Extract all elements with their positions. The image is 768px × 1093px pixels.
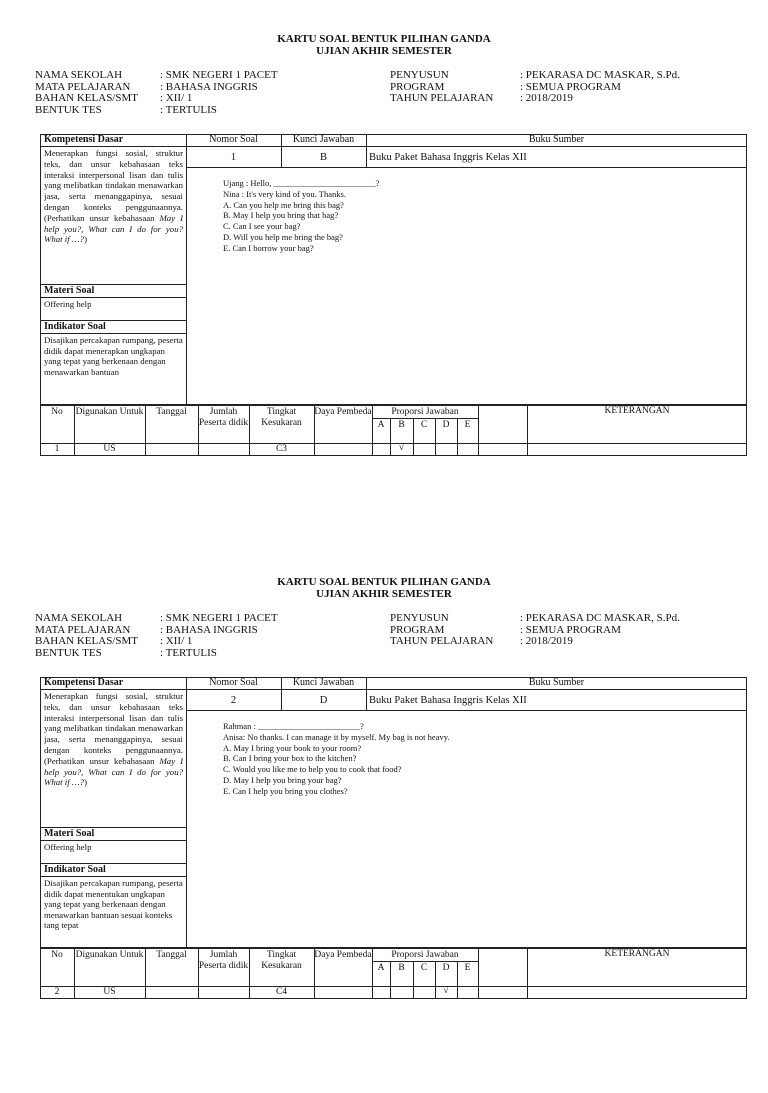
kompetensi-end: ): [84, 777, 88, 788]
kunci-header: Kunci Jawaban: [292, 678, 355, 688]
divider: [40, 284, 186, 285]
footer-proporsi-header: Proporsi Jawaban: [391, 950, 459, 960]
footer-daya-header: Daya Pembeda: [314, 950, 372, 960]
question-line: A. May I bring your book to your room?: [223, 742, 362, 753]
materi-header: Materi Soal: [44, 829, 95, 839]
card-title: KARTU SOAL BENTUK PILIHAN GANDA: [277, 33, 491, 45]
question-line: C. Can I see your bag?: [223, 221, 301, 232]
info-label: PENYUSUN: [390, 69, 449, 81]
nomor-header: Nomor Soal: [209, 135, 258, 145]
question-line: B. May I help you bring that bag?: [223, 210, 339, 221]
question-line: Anisa: No thanks. I can manage it by myself. My bag is not heavy.: [223, 731, 450, 742]
info-value: : SMK NEGERI 1 PACET: [160, 612, 278, 624]
info-label: PENYUSUN: [390, 612, 449, 624]
divider: [40, 689, 747, 690]
kunci-jawaban: D: [319, 696, 328, 706]
kompetensi-header: Kompetensi Dasar: [44, 678, 124, 688]
info-label: PROGRAM: [390, 80, 445, 93]
footer-row-digunakan: US: [103, 444, 116, 454]
divider: [40, 840, 186, 841]
divider: [372, 961, 478, 962]
footer-row-digunakan: US: [103, 987, 116, 997]
divider: [186, 677, 187, 948]
info-value: : PEKARASA DC MASKAR, S.Pd.: [520, 69, 680, 81]
divider: [40, 320, 186, 321]
option-header: E: [464, 420, 471, 430]
materi-header: Materi Soal: [44, 286, 95, 296]
answer-check-mark: √: [443, 986, 449, 996]
nomor-header: Nomor Soal: [209, 678, 258, 688]
footer-row-tingkat: C3: [275, 444, 288, 454]
kunci-header: Kunci Jawaban: [292, 135, 355, 145]
option-header: C: [420, 963, 428, 973]
divider: [186, 134, 187, 405]
kompetensi-end: ): [84, 234, 88, 245]
footer-no-header: No: [51, 950, 63, 960]
footer-tingkat-header: Tingkat Kesukaran: [261, 407, 302, 428]
question-line: D. May I help you bring your bag?: [223, 775, 342, 785]
divider: [40, 863, 186, 864]
footer-keterangan-header: KETERANGAN: [604, 406, 670, 416]
info-value: : SMK NEGERI 1 PACET: [160, 69, 278, 81]
indikator-header: Indikator Soal: [44, 865, 106, 875]
kompetensi-text: [44, 148, 183, 281]
kompetensi-italic: May I help you?, What can I do for you? What if …?: [44, 755, 183, 788]
divider: [40, 297, 186, 298]
divider: [186, 167, 747, 168]
footer-jumlah-header: Jumlah Peserta didik: [198, 407, 249, 428]
card-subtitle: UJIAN AKHIR SEMESTER: [316, 588, 452, 600]
nomor-soal: 1: [230, 153, 237, 163]
footer-tanggal-header: Tanggal: [156, 407, 187, 417]
indikator-header: Indikator Soal: [44, 322, 106, 332]
question-line: Nina : It's very kind of you. Thanks.: [223, 188, 346, 199]
footer-row-tingkat: C4: [275, 987, 288, 997]
info-label: BENTUK TES: [35, 103, 102, 116]
divider: [40, 827, 186, 828]
buku-sumber: Buku Paket Bahasa Inggris Kelas XII: [369, 696, 527, 706]
info-label: BAHAN KELAS/SMT: [35, 92, 138, 105]
option-header: E: [464, 963, 471, 973]
kunci-jawaban: B: [319, 153, 327, 163]
question-line: B. Can I bring your box to the kitchen?: [223, 753, 357, 764]
footer-row-no: 2: [54, 987, 60, 997]
info-value: : SEMUA PROGRAM: [520, 623, 621, 636]
kompetensi-header: Kompetensi Dasar: [44, 135, 124, 145]
question-line: Rahman : ________________________?: [223, 721, 364, 731]
question-line: E. Can I help you bring you clothes?: [223, 785, 348, 796]
info-label: PROGRAM: [390, 623, 445, 636]
footer-jumlah-header: Jumlah Peserta didik: [198, 950, 249, 971]
card-subtitle: UJIAN AKHIR SEMESTER: [316, 45, 452, 57]
footer-digunakan-header: Digunakan Untuk: [75, 950, 144, 960]
info-label: MATA PELAJARAN: [35, 80, 131, 93]
info-value: : TERTULIS: [160, 103, 217, 116]
question-line: C. Would you like me to help you to cook that food?: [223, 764, 402, 775]
info-value: : TERTULIS: [160, 646, 217, 659]
nomor-soal: 2: [230, 696, 237, 706]
footer-keterangan-header: KETERANGAN: [604, 949, 670, 959]
materi-text: Offering help: [44, 299, 92, 309]
info-label: TAHUN PELAJARAN: [390, 635, 494, 648]
footer-proporsi-header: Proporsi Jawaban: [391, 407, 459, 417]
question-card: [0, 30, 768, 550]
kompetensi-body: Menerapkan fungsi sosial, struktur teks, dan unsur kebahasaan teks interaksi interpersonal lisan dan tulis yang melibatkan tindakan menawarkan jasa, serta menanggapinya, sesuai dengan konteks penggunaannya. (Perhatikan unsur kebahasaan: [44, 148, 183, 223]
buku-header: Buku Sumber: [528, 678, 585, 688]
footer-row-no: 1: [54, 444, 60, 454]
divider: [186, 710, 747, 711]
question-line: D. Will you help me bring the bag?: [223, 232, 343, 242]
question-line: E. Can I borrow your bag?: [223, 242, 314, 253]
divider: [40, 146, 747, 147]
divider: [478, 405, 479, 456]
option-header: A: [377, 963, 385, 973]
kompetensi-italic: May I help you?, What can I do for you? What if …?: [44, 212, 183, 245]
indikator-text: Disajikan percakapan rumpang, peserta didik dapat menentukan ungkapan yang tepat yang berkenaan dengan menawarkan bantuan sesuai konteks tang tepat: [44, 878, 183, 931]
footer-tanggal-header: Tanggal: [156, 950, 187, 960]
option-header: B: [398, 963, 405, 973]
info-value: : PEKARASA DC MASKAR, S.Pd.: [520, 612, 680, 624]
option-header: D: [442, 963, 450, 973]
info-label: NAMA SEKOLAH: [35, 69, 123, 81]
info-label: TAHUN PELAJARAN: [390, 92, 494, 105]
info-value: : 2018/2019: [520, 635, 573, 648]
option-header: C: [420, 420, 428, 430]
info-label: BENTUK TES: [35, 646, 102, 659]
info-label: NAMA SEKOLAH: [35, 612, 123, 624]
answer-check-mark: √: [398, 443, 405, 453]
info-value: : XII/ 1: [160, 92, 193, 105]
info-value: : BAHASA INGGRIS: [160, 623, 258, 636]
info-value: : XII/ 1: [160, 635, 193, 648]
footer-tingkat-header: Tingkat Kesukaran: [261, 950, 302, 971]
buku-sumber: Buku Paket Bahasa Inggris Kelas XII: [369, 153, 527, 163]
info-label: MATA PELAJARAN: [35, 623, 131, 636]
kompetensi-body: Menerapkan fungsi sosial, struktur teks, dan unsur kebahasaan teks interaksi interpersonal lisan dan tulis yang melibatkan tindakan menawarkan jasa, serta menanggapinya, sesuai dengan konteks penggunaannya. (Perhatikan unsur kebahasaan: [44, 691, 183, 766]
kompetensi-text: [44, 691, 183, 824]
question-line: Ujang : Hello, ________________________?: [223, 178, 380, 188]
option-header: A: [377, 420, 385, 430]
info-value: : 2018/2019: [520, 92, 573, 105]
option-header: B: [398, 420, 405, 430]
info-label: BAHAN KELAS/SMT: [35, 635, 138, 648]
question-card: [0, 573, 768, 1093]
divider: [40, 876, 186, 877]
info-value: : BAHASA INGGRIS: [160, 80, 258, 93]
divider: [478, 948, 479, 999]
footer-daya-header: Daya Pembeda: [314, 407, 372, 417]
divider: [372, 418, 478, 419]
indikator-text: Disajikan percakapan rumpang, peserta didik dapat menerapkan ungkapan yang tepat yang berkenaan dengan menawarkan bantuan: [44, 335, 183, 377]
card-title: KARTU SOAL BENTUK PILIHAN GANDA: [277, 576, 491, 588]
divider: [40, 333, 186, 334]
footer-no-header: No: [51, 407, 63, 417]
info-value: : SEMUA PROGRAM: [520, 80, 621, 93]
divider: [40, 986, 747, 987]
buku-header: Buku Sumber: [528, 135, 585, 145]
footer-digunakan-header: Digunakan Untuk: [75, 407, 144, 417]
question-line: A. Can you help me bring this bag?: [223, 199, 344, 210]
materi-text: Offering help: [44, 842, 92, 852]
option-header: D: [442, 420, 450, 430]
